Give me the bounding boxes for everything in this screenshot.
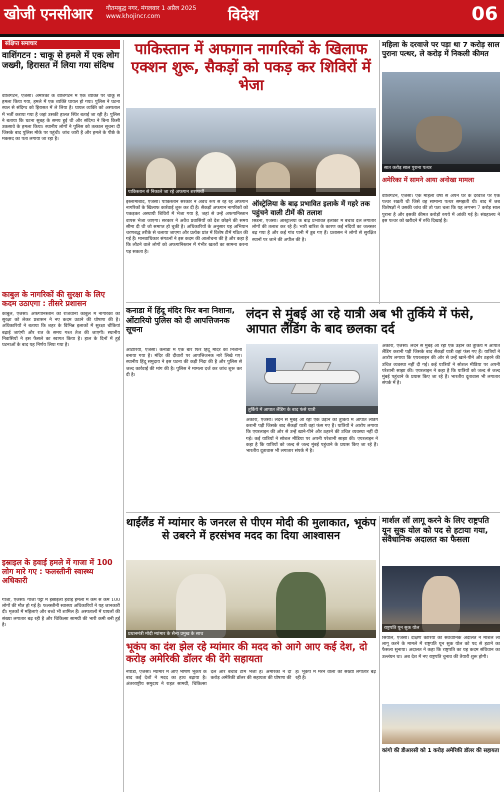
lead-side-note [252, 200, 376, 283]
person-general [276, 572, 326, 638]
plane-photo [246, 344, 378, 414]
masthead [0, 0, 504, 34]
brand-logo: खोजी एनसीआर [4, 5, 93, 23]
right-photo [382, 72, 500, 172]
crowd-figure [316, 154, 360, 192]
right-body: वाशिंगटन, एजेंसी। एक महिला वर्षों से अपने घर के दरवाजे पर एक पत्थर रखती थी जिसे वह सामान्य पत्थर समझती थी। बाद में जब विशेषज्ञों ने उसकी जांच की तो पता चला कि यह लगभग 7 करोड़ साल पुराना है और इसकी कीमत करोड़ों रुपये में आंकी गई है। संग्रहालय ने इस पत्थर को खरीदने में रुचि दिखाई है। [382, 194, 500, 224]
london-headline[interactable]: लंदन से मुंबई आ रहे यात्री अब भी तुर्किये में फंसे, आपात लैंडिंग के बाद छलका दर्द [246, 306, 474, 336]
lead-headline[interactable]: पाकिस्तान में अफगान नागरिकों के खिलाफ एक्शन शुरू, सैकड़ों को पकड़ कर शिविरों में भेजा [131, 40, 371, 94]
brief-news-tag: संक्षिप्त समाचार [2, 40, 120, 49]
korea-photo-caption: राष्ट्रपति यून सुक योल [382, 624, 500, 632]
bottom-headline[interactable]: भूकंप का दंश झेल रहे म्यांमार की मदद को आगे आए कई देश, दो करोड़ अमेरिकी डॉलर की देंगे सहायता [126, 642, 368, 665]
bottom-photo [382, 704, 500, 744]
bottom-right-headline[interactable]: कांगो की डीआरसी को 1 करोड़ अमेरिकी डॉलर की सहायता [382, 748, 499, 754]
korea-photo [382, 566, 500, 632]
lead-body: इस्लामाबाद, एजेंसी। पाकिस्तान सरकार ने अवैध रूप से रह रहे अफगान नागरिकों के खिलाफ कार्रवाई शुरू कर दी है। सैकड़ों अफगान नागरिकों को पकड़कर अस्थायी शिविरों में भेजा गया है, जहां से उन्हें अफगानिस्तान वापस भेजा जाएगा। सरकार ने अवैध प्रवासियों को देश छोड़ने की समय सीमा दी थी जो समाप्त हो चुकी है। अधिकारियों के अनुसार यह अभियान चरणबद्ध तरीके से चलाया जाएगा और प्रत्येक प्रांत में विशेष टीमें गठित की गई हैं। मानवाधिकार संगठनों ने इस कदम की आलोचना की है और कहा है कि लौटने वाले लोगों को अफगानिस्तान में गंभीर खतरों का सामना करना पड़ सकता है। [126, 200, 248, 255]
thai-headline[interactable]: थाईलैंड में म्यांमार के जनरल से पीएम मोदी की मुलाकात, भूकंप से उबरने में हरसंभव मदद का दिया आश्वासन [126, 516, 376, 542]
right-subhead: अमेरिका में सामने आया अनोखा मामला [382, 176, 474, 184]
dateline-site: www.khojincr.com [106, 13, 161, 20]
canada-body: ओंटारियो, एजेंसी। कनाडा में एक बार फिर हिंदू मंदिर को निशाना बनाया गया है। मंदिर की दीवारों पर आपत्तिजनक नारे लिखे गए। स्थानीय हिंदू समुदाय ने इस घटना की कड़ी निंदा की है और पुलिस से जल्द कार्रवाई की मांग की है। पुलिस ने मामला दर्ज कर जांच शुरू कर दी है। [126, 348, 242, 378]
right-photo-caption: सात करोड़ साल पुराना पत्थर [382, 164, 500, 172]
korea-headline[interactable]: मार्शल लॉ लागू करने के लिए राष्ट्रपति यून सुक योल को पद से हटाया गया, संवैधानिक अदालत का फैसला [382, 516, 490, 545]
lead-side-note-body: सिडनी, एजेंसी। ऑस्ट्रेलिया के बाढ़ प्रभावित इलाकों में बचाव दल लगातार लोगों की तलाश कर रहे हैं। भारी बारिश के कारण कई नदियों का जलस्तर बढ़ गया है और कई गांव पानी में डूब गए हैं। प्रशासन ने लोगों से सुरक्षित स्थानों पर जाने की अपील की है। [252, 219, 376, 243]
dateline [106, 5, 196, 21]
plane-photo-caption: तुर्किये में आपात लैंडिंग के बाद फंसे यात्री [246, 406, 378, 414]
column-divider [379, 516, 380, 792]
london-body-right: अंकारा, एजेंसी। लंदन से मुंबई आ रही एक उड़ान की तुर्किये में आपात लैंडिंग करानी पड़ी जिसके बाद सैकड़ों यात्री वहां फंस गए हैं। यात्रियों ने आरोप लगाया कि एयरलाइन की ओर से उन्हें खाने-पीने और ठहरने की उचित व्यवस्था नहीं दी गई। कई यात्रियों ने सोशल मीडिया पर अपनी परेशानी साझा की। एयरलाइन ने कहा है कि यात्रियों को जल्द से जल्द मुंबई पहुंचाने के प्रयास किए जा रहे हैं। भारतीय दूतावास भी लगातार संपर्क में है। [382, 344, 500, 387]
crowd-figure [146, 158, 176, 188]
thai-photo [126, 560, 376, 638]
section-title: विदेश [228, 6, 259, 24]
bottom-body: नेपीडॉ, एजेंसी। म्यांमार में आए भीषण भूकंप के बाद कई देशों ने मदद का हाथ बढ़ाया है। अंतरराष्ट्रीय समुदाय ने राहत सामग्री, चिकित्सा दल और बचाव टीमें भेजी हैं। अमेरिका ने दो करोड़ अमेरिकी डॉलर की सहायता की घोषणा की है। भूकंप में मरने वालों की संख्या लगातार बढ़ रही है। [126, 670, 376, 688]
lead-photo-caption: पाकिस्तान से निकाले जा रहे अफगान शरणार्थी [126, 188, 376, 196]
plane-tail [266, 358, 276, 372]
sidebar-story1-headline[interactable]: वाशिंगटन : चाकू से हमले में एक लोग जख्मी, हिरासत में लिया गया संदिग्ध [2, 51, 120, 71]
column-divider [379, 40, 380, 304]
column-divider [123, 40, 124, 792]
stone-object [416, 116, 462, 152]
right-headline[interactable]: महिला के दरवाजे पर पड़ा था 7 करोड़ साल पुराना पत्थर, ले करोड़ में निकली कीमत [382, 40, 500, 58]
row-divider [126, 512, 500, 513]
sidebar-story2-body: काबुल, एजेंसी। अफगानिस्तान की राजधानी काबुल में नागरिकों की सुरक्षा को लेकर प्रशासन ने नए कदम उठाने की घोषणा की है। अधिकारियों ने बताया कि शहर के विभिन्न इलाकों में सुरक्षा चौकियां बढ़ाई जाएंगी और रात के समय गश्त तेज की जाएगी। स्थानीय निवासियों ने इस फैसले का स्वागत किया है। हाल के दिनों में हुई घटनाओं के बाद यह निर्णय लिया गया है। [2, 312, 120, 349]
canada-headline[interactable]: कनाडा में हिंदू मंदिर फिर बना निशाना, ओंटारियो पुलिस को दी आपत्तिजनक सूचना [126, 306, 235, 334]
sidebar-story2-headline[interactable]: काबुल के नागरिकों की सुरक्षा के लिए कदम उठाएगा : तीसरे प्रशासन [2, 290, 105, 308]
sidebar-story3-body: गाजा, एजेंसी। गाजा पट्टी में इस्राइली हवाई हमलों में कम से कम 100 लोगों की मौत हो गई है। फलस्तीनी स्वास्थ्य अधिकारियों ने यह जानकारी दी। मृतकों में महिलाएं और बच्चे भी शामिल हैं। अस्पतालों में घायलों की संख्या लगातार बढ़ रही है और चिकित्सा सामग्री की भारी कमी बनी हुई है। [2, 598, 120, 628]
korea-body: सियोल, एजेंसी। दक्षिण कोरिया की संवैधानिक अदालत ने मार्शल लॉ लागू करने के मामले में राष्ट्रपति यून सुक योल को पद से हटाने का फैसला सुनाया। अदालत ने कहा कि राष्ट्रपति का यह कदम संविधान का उल्लंघन था। अब देश में नए राष्ट्रपति चुनाव की तैयारी शुरू होगी। [382, 636, 500, 660]
plane-body [264, 370, 360, 384]
row-divider [126, 302, 500, 303]
dateline-date: गौतमबुद्ध नगर, मंगलवार 1 अप्रैल 2025 [106, 5, 197, 12]
sidebar-story1-body: वाशिंगटन, एजेंसी। अमेरिका के वाशिंगटन में एक व्यक्ति पर चाकू से हमला किया गया, हमले में एक व्यक्ति घायल हो गया। पुलिस ने घटना स्थल से संदिग्ध को हिरासत में ले लिया है। घायल व्यक्ति को अस्पताल में भर्ती कराया गया है जहां उसकी हालत स्थिर बताई जा रही है। पुलिस ने बताया कि घटना सुबह के समय हुई थी और संदिग्ध ने बिना किसी उकसावे के हमला किया। स्थानीय लोगों ने पुलिस को तत्काल सूचना दी जिसके बाद पुलिस मौके पर पहुंची। जांच जारी है और हमले के पीछे के मकसद का पता लगाया जा रहा है। [2, 94, 120, 143]
thai-photo-caption: प्रधानमंत्री मोदी म्यांमार के सैन्य प्रमुख के साथ [126, 630, 376, 638]
london-body: अंकारा, एजेंसी। लंदन से मुंबई आ रही एक उड़ान की तुर्किये में आपात लैंडिंग करानी पड़ी जिसके बाद सैकड़ों यात्री वहां फंस गए हैं। यात्रियों ने आरोप लगाया कि एयरलाइन की ओर से उन्हें खाने-पीने और ठहरने की उचित व्यवस्था नहीं दी गई। कई यात्रियों ने सोशल मीडिया पर अपनी परेशानी साझा की। एयरलाइन ने कहा है कि यात्रियों को जल्द से जल्द मुंबई पहुंचाने के प्रयास किए जा रहे हैं। भारतीय दूतावास भी लगातार संपर्क में है। [246, 418, 378, 455]
person-modi [176, 574, 226, 638]
lead-photo [126, 108, 376, 196]
crowd-figure [196, 152, 236, 192]
sidebar-story3-headline[interactable]: इस्राइल के हवाई हमले में गाजा में 100 लोग मारे गए : फलस्तीनी स्वास्थ्य अधिकारी [2, 558, 113, 585]
header-rule [0, 34, 504, 37]
page-number: 06 [471, 3, 498, 25]
lead-side-note-headline[interactable]: ऑस्ट्रेलिया के बाढ़ प्रभावित इलाके में गहरे तक पहुंचने वाली टीमें की तलाश [252, 200, 370, 217]
